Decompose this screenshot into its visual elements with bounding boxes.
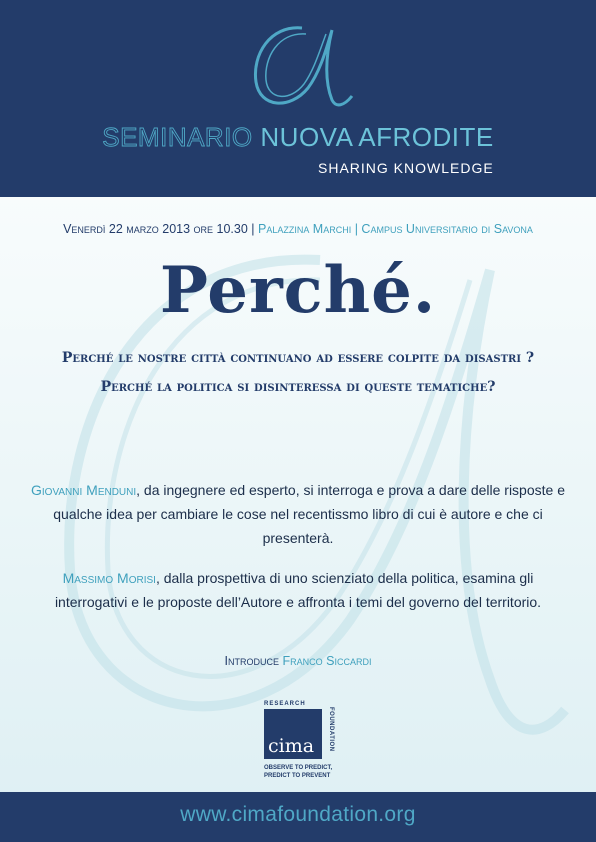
seminar-title-strong: NUOVA AFRODITE — [260, 122, 494, 152]
logo-motto-line-2: PREDICT TO PREVENT — [264, 773, 331, 779]
intro-label: Introduce — [224, 654, 280, 668]
seminar-title-light: SEMINARIO — [102, 122, 253, 152]
logo-research-text: RESEARCH — [264, 701, 306, 707]
alpha-logo-icon — [240, 10, 360, 120]
event-date-time: Venerdì 22 marzo 2013 ore 10.30 | — [63, 222, 255, 236]
speaker-1-text: , da ingegnere ed esperto, si interroga e prova a dare delle risposte e qualche idea per cambiare le cose nel recentissmo libro di cui è autore e che ci presenterà. — [53, 482, 565, 546]
speaker-2-text: , dalla prospettiva di uno scienziato della politica, esamina gli interrogativi e le proposte dell’Autore e affronta i temi del governo del territorio. — [54, 570, 542, 610]
logo-motto-line-1: OBSERVE TO PREDICT, — [264, 765, 333, 771]
speaker-2-paragraph — [30, 566, 566, 614]
header-banner — [0, 0, 596, 197]
intro-name: Franco Siccardi — [282, 654, 372, 668]
introduction-line — [0, 654, 596, 668]
seminar-title — [0, 122, 596, 153]
tagline: SHARING KNOWLEDGE — [318, 160, 494, 176]
event-venue: Palazzina Marchi | Campus Universitario di Savona — [257, 222, 533, 236]
speaker-1-name: Giovanni Menduni — [31, 482, 137, 498]
speaker-2-name: Massimo Morisi — [62, 570, 156, 586]
logo-foundation-text: FOUNDATION — [328, 707, 334, 752]
speaker-1-paragraph — [30, 478, 566, 550]
question-1: Perché le nostre città continuano ad essere colpite da disastri ? — [61, 350, 535, 366]
question-2: Perché la politica si disinteressa di queste tematiche? — [100, 379, 496, 395]
questions-block — [30, 344, 566, 402]
website-link[interactable]: www.cimafoundation.org — [180, 803, 416, 826]
logo-name-text: cima — [268, 735, 315, 757]
main-title: Perché. — [159, 253, 437, 328]
cima-foundation-logo — [264, 697, 336, 783]
event-details — [0, 222, 596, 236]
